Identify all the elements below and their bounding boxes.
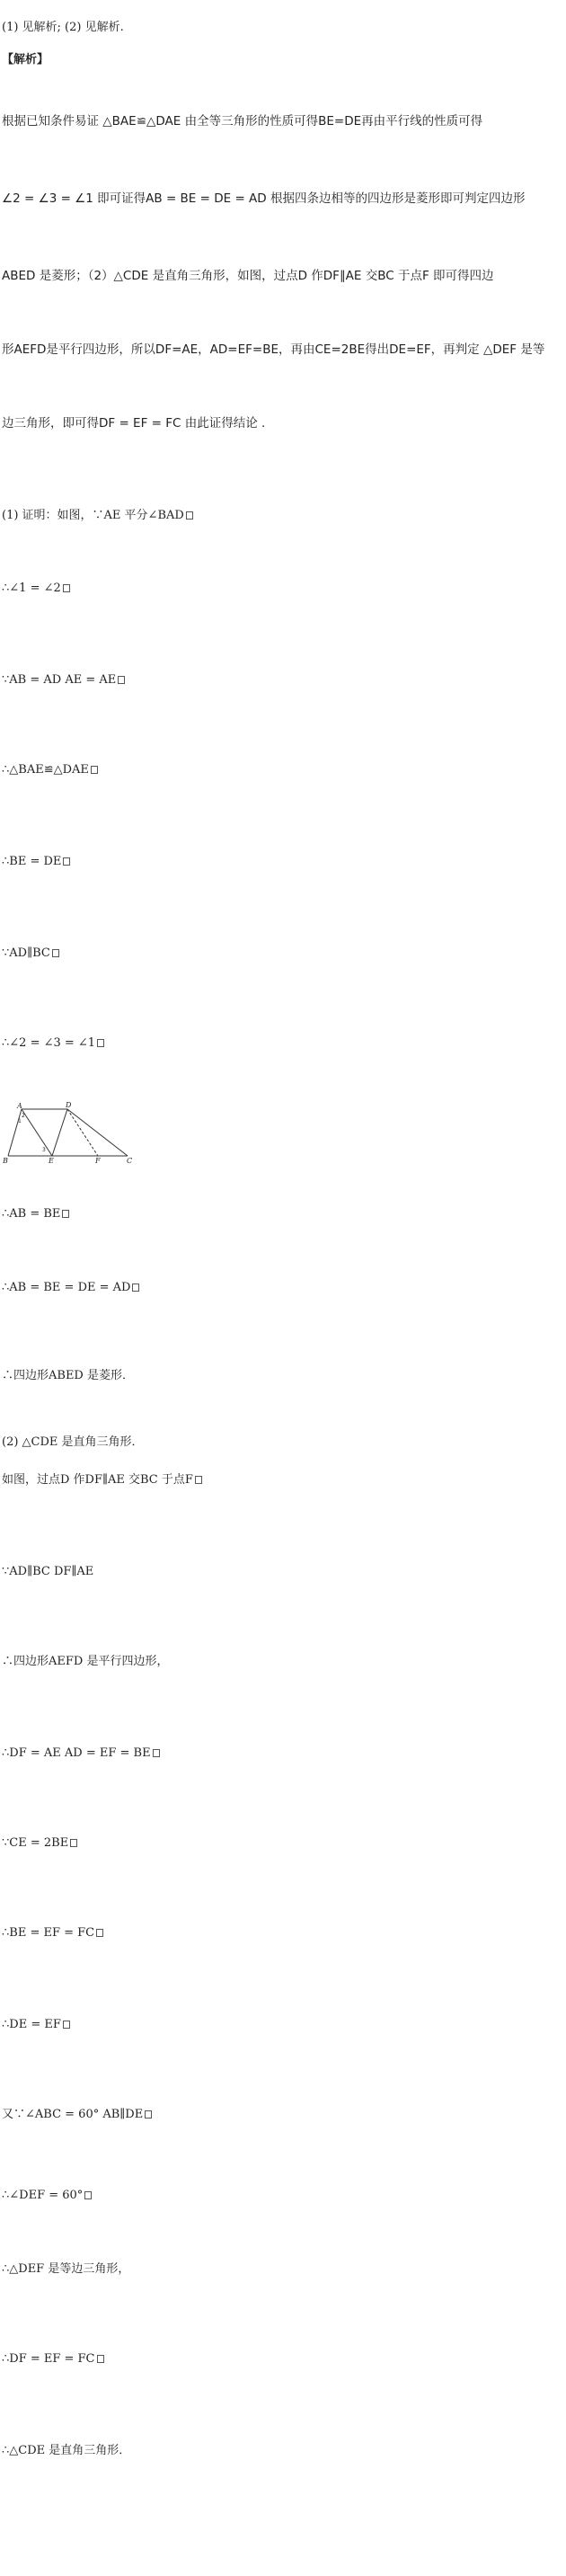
missing-glyph-box-icon	[63, 857, 70, 866]
missing-glyph-box-icon	[96, 1929, 103, 1937]
proof-line-text: 如图，过点D 作DF∥AE 交BC 于点F	[2, 1473, 193, 1487]
proof-line-text: ∴四边形ABED 是菱形．	[2, 1369, 134, 1382]
missing-glyph-box-icon	[97, 2355, 104, 2363]
proof-line	[2, 2017, 70, 2033]
proof-line	[2, 2443, 130, 2459]
proof-line-text: ∴∠DEF = 60°	[2, 2189, 84, 2202]
proof-line-text: ∴∠1 = ∠2	[2, 582, 61, 595]
label-d: D	[66, 1102, 72, 1109]
proof-line-text: ∴∠2 = ∠3 = ∠1	[2, 1036, 96, 1050]
proof-line	[2, 762, 98, 778]
proof-line-text: ∵AD∥BC DF∥AE	[2, 1565, 94, 1578]
proof-line	[2, 2188, 92, 2204]
label-e: E	[49, 1157, 54, 1163]
missing-glyph-box-icon	[145, 2110, 152, 2119]
proof-line-text: ∵AB = AD AE = AE	[2, 673, 117, 687]
proof-line-text: ∴DE = EF	[2, 2018, 61, 2031]
proof-line	[2, 1280, 139, 1296]
missing-glyph-box-icon	[118, 676, 125, 684]
proof-line	[2, 2107, 152, 2123]
proof-line-text: ∴BE = DE	[2, 855, 62, 868]
segment-df	[67, 1109, 98, 1156]
label-a: A	[17, 1102, 22, 1110]
label-f: F	[95, 1157, 101, 1163]
missing-glyph-box-icon	[70, 1839, 77, 1847]
missing-glyph-box-icon	[132, 1284, 139, 1292]
proof-line	[2, 2351, 104, 2367]
proof-line	[2, 1472, 202, 1488]
proof-line	[2, 1206, 69, 1222]
angle-label-3: 3	[42, 1147, 46, 1153]
proof-line	[2, 581, 70, 597]
proof-line-text: ∴四边形AEFD 是平行四边形，	[2, 1655, 169, 1668]
proof-line-text: ∴AB = BE	[2, 1207, 61, 1221]
missing-glyph-box-icon	[62, 1210, 69, 1218]
proof-line-text: (2) △CDE 是直角三角形．	[2, 1435, 144, 1449]
proof-line-text: 又∵∠ABC = 60° AB∥DE	[2, 2108, 144, 2121]
missing-glyph-box-icon	[84, 2191, 92, 2199]
proof-line-text: ∴△CDE 是直角三角形．	[2, 2444, 131, 2457]
analysis-heading: 【解析】	[2, 53, 49, 67]
angle-label-1: 1	[18, 1118, 22, 1124]
analysis-line: 形AEFD是平行四边形，所以DF=AE，AD=EF=BE，再由CE=2BE得出DE=EF，再判定 △DEF 是等	[2, 342, 545, 357]
missing-glyph-box-icon	[63, 2021, 70, 2029]
proof-line	[2, 508, 193, 524]
missing-glyph-box-icon	[153, 1749, 160, 1757]
proof-line	[2, 672, 125, 688]
proof-line	[2, 946, 59, 962]
segment-ab	[8, 1109, 22, 1156]
proof-line-text: ∴BE = EF = FC	[2, 1926, 95, 1940]
proof-line	[2, 2261, 129, 2278]
geometry-figure	[2, 1102, 137, 1163]
proof-line-text: ∴DF = AE AD = EF = BE	[2, 1746, 151, 1760]
label-b: B	[3, 1157, 8, 1163]
proof-line	[2, 1654, 168, 1670]
missing-glyph-box-icon	[91, 766, 98, 774]
label-c: C	[127, 1157, 133, 1163]
analysis-line: ∠2 = ∠3 = ∠1 即可证得AB = BE = DE = AD 根据四条边相等的四边形是菱形即可判定四边形	[2, 191, 526, 206]
proof-line	[2, 1835, 77, 1852]
proof-line	[2, 854, 70, 870]
analysis-line: 边三角形，即可得DF = EF = FC 由此证得结论 .	[2, 416, 266, 431]
proof-line	[2, 1745, 160, 1762]
segment-de	[52, 1109, 67, 1156]
analysis-line: ABED 是菱形；（2）△CDE 是直角三角形，如图，过点D 作DF∥AE 交BC 于点F 即可得四边	[2, 269, 494, 283]
missing-glyph-box-icon	[195, 1476, 202, 1484]
proof-line-text: (1) 证明：如图，∵AE 平分∠BAD	[2, 509, 184, 522]
proof-line	[2, 1564, 93, 1580]
proof-line	[2, 1435, 144, 1451]
proof-line	[2, 1368, 134, 1384]
proof-line-text: ∴△BAE≌△DAE	[2, 763, 89, 777]
proof-line-text: ∵AD∥BC	[2, 946, 50, 960]
analysis-line: 根据已知条件易证 △BAE≌△DAE 由全等三角形的性质可得BE=DE再由平行线的性质可得	[2, 114, 483, 129]
segment-dc	[67, 1109, 128, 1156]
answer-line: (1) 见解析; (2) 见解析.	[2, 21, 124, 34]
missing-glyph-box-icon	[63, 584, 70, 592]
proof-line-text: ∴△DEF 是等边三角形，	[2, 2262, 130, 2276]
proof-line-text: ∴DF = EF = FC	[2, 2352, 95, 2366]
missing-glyph-box-icon	[52, 949, 59, 957]
missing-glyph-box-icon	[186, 511, 193, 520]
missing-glyph-box-icon	[97, 1039, 104, 1047]
proof-line-text: ∴AB = BE = DE = AD	[2, 1281, 131, 1294]
proof-line-text: ∵CE = 2BE	[2, 1836, 69, 1850]
angle-label-2: 2	[22, 1113, 25, 1119]
proof-line	[2, 1035, 104, 1052]
proof-line	[2, 1925, 103, 1941]
segment-ae	[22, 1109, 52, 1156]
